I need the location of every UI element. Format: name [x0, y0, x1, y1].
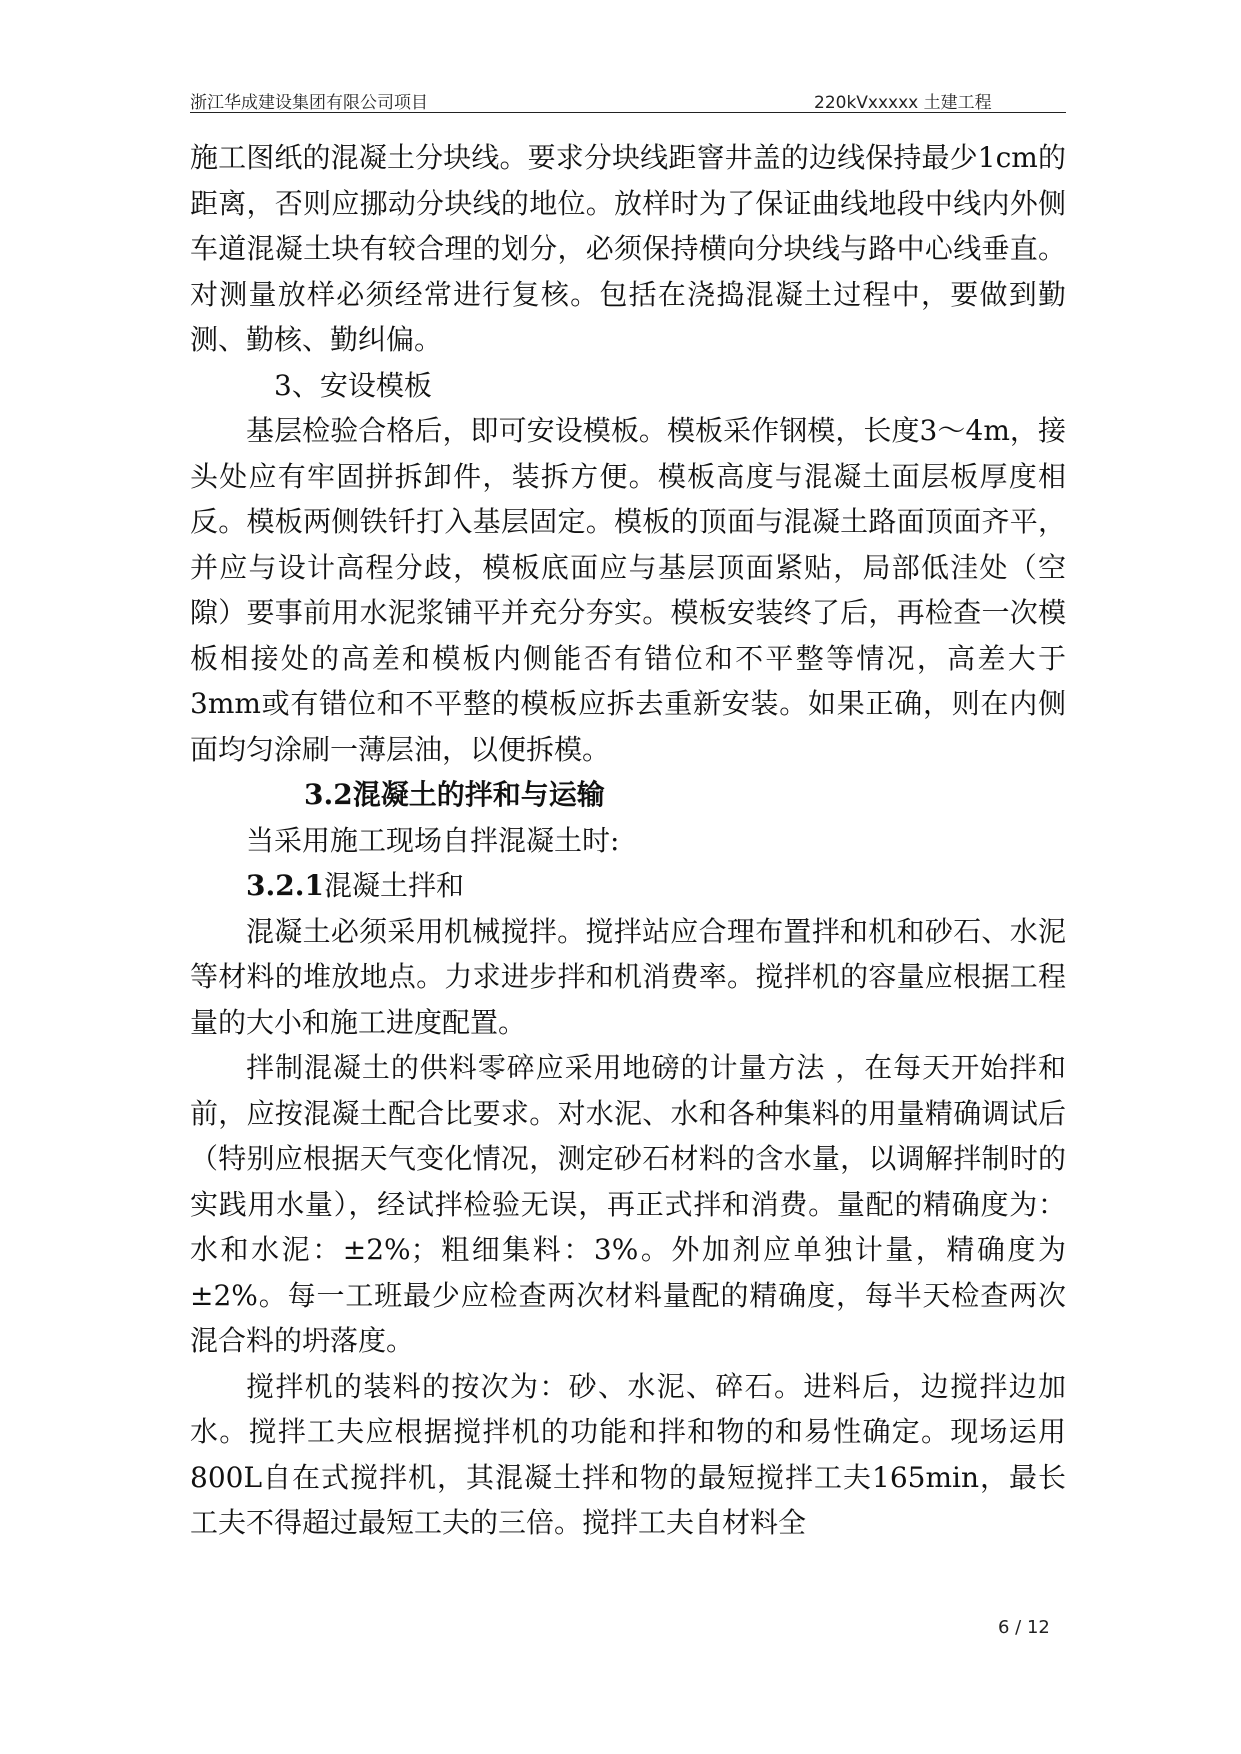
page-number: 6 / 12 — [998, 1617, 1050, 1638]
paragraph-weighing: 拌制混凝土的供料零碎应采用地磅的计量方法 ，在每天开始拌和前，应按混凝土配合比要求。对水泥、水和各种集料的用量精确调试后（特别应根据天气变化情况，测定砂石材料的含水量，以调解拌制时的实践用水量），经试拌检验无误，再正式拌和消费。量配的精确度为：水和水泥：±2%；粗细集料：3%。外加剂应单独计量，精确度为±2%。每一工班最少应检查两次材料量配的精确度，每半天检查两次混合料的坍落度。 — [190, 1051, 1066, 1357]
paragraph-loading-order: 搅拌机的装料的按次为：砂、水泥、碎石。进料后，边搅拌边加水。搅拌工夫应根据搅拌机的功能和拌和物的和易性确定。现场运用800L自在式搅拌机，其混凝土拌和物的最短搅拌工夫165min，最长工夫不得超过最短工夫的三倍。搅拌工夫自材料全 — [190, 1369, 1066, 1539]
header-company: 浙江华成建设集团有限公司项目 — [190, 93, 428, 113]
paragraph-block-lines: 施工图纸的混凝土分块线。要求分块线距窨井盖的边线保持最少1cm的距离，否则应挪动分块线的地位。放样时为了保证曲线地段中线内外侧车道混凝土块有较合理的划分，必须保持横向分块线与路中心线垂直。对测量放样必须经常进行复核。包括在浇捣混凝土过程中，要做到勤测、勤核、勤纠偏。 — [190, 141, 1066, 356]
paragraph-formwork: 基层检验合格后，即可安设模板。模板采作钢模，长度3～4m，接头处应有牢固拼拆卸件，装拆方便。模板高度与混凝土面层板厚度相反。模板两侧铁钎打入基层固定。模板的顶面与混凝土路面顶面齐平，并应与设计高程分歧，模板底面应与基层顶面紧贴，局部低洼处（空隙）要事前用水泥浆铺平并充分夯实。模板安装终了后，再检查一次模板相接处的高差和模板内侧能否有错位和不平整等情况，高差大于3mm或有错位和不平整的模板应拆去重新安装。如果正确，则在内侧面均匀涂刷一薄层油，以便拆模。 — [190, 414, 1066, 766]
body-text — [190, 135, 1066, 1546]
paragraph-mechanical-mixing: 混凝土必须采用机械搅拌。搅拌站应合理布置拌和机和砂石、水泥等材料的堆放地点。力求进步拌和机消费率。搅拌机的容量应根据工程量的大小和施工进度配置。 — [190, 914, 1066, 1039]
item-3-title: 3、安设模板 — [274, 368, 432, 402]
paragraph-onsite-mixing: 当采用施工现场自拌混凝土时: — [246, 823, 620, 857]
subsection-heading — [190, 863, 1066, 909]
subsection-title: 混凝土拌和 — [323, 869, 464, 902]
header-project: 220kVxxxxx 土建工程 — [814, 93, 992, 113]
page-header — [190, 86, 1066, 113]
section-heading: 3.2混凝土的拌和与运输 — [304, 778, 605, 811]
subsection-number: 3.2.1 — [246, 869, 324, 902]
